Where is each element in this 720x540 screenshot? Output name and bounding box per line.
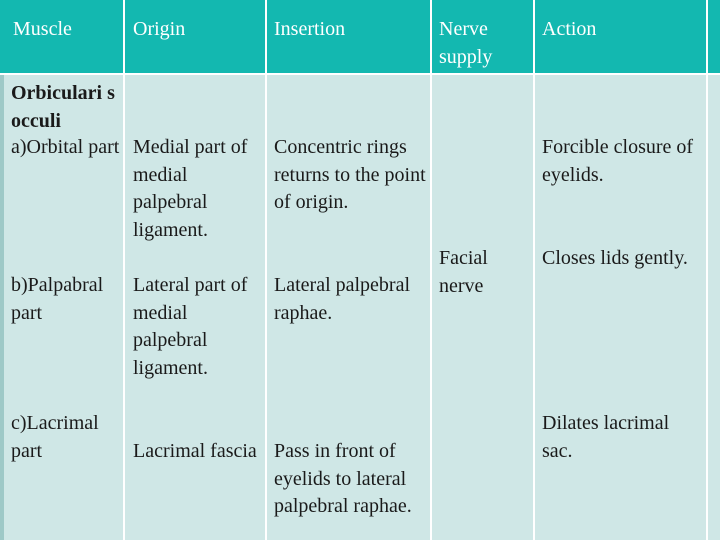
action-orbital: Forcible closure of eyelids. bbox=[542, 136, 694, 186]
column-divider bbox=[706, 0, 708, 540]
column-divider bbox=[265, 0, 267, 540]
table-left-edge bbox=[0, 74, 4, 540]
header-nerve-supply: Nerve supply bbox=[439, 18, 493, 68]
column-divider bbox=[430, 0, 432, 540]
row-divider bbox=[0, 73, 720, 75]
insertion-orbital: Concentric rings returns to the point of origin. bbox=[274, 136, 426, 213]
nerve-supply-value: Facial nerve bbox=[439, 247, 488, 297]
origin-lacrimal: Lacrimal fascia bbox=[133, 440, 257, 462]
part-lacrimal: c)Lacrimal part bbox=[11, 412, 99, 462]
insertion-lacrimal: Pass in front of eyelids to lateral palpebral raphae. bbox=[274, 440, 412, 517]
origin-palpabral: Lateral part of medial palpebral ligament. bbox=[133, 274, 248, 379]
action-lacrimal: Dilates lacrimal sac. bbox=[542, 412, 670, 462]
part-palpabral: b)Palpabral part bbox=[11, 274, 104, 324]
header-origin: Origin bbox=[133, 18, 186, 40]
header-insertion: Insertion bbox=[274, 18, 346, 40]
header-action: Action bbox=[542, 18, 597, 40]
action-palpabral: Closes lids gently. bbox=[542, 247, 688, 269]
origin-orbital: Medial part of medial palpebral ligament. bbox=[133, 136, 248, 241]
muscle-name: Orbiculari s occuli bbox=[11, 82, 115, 132]
header-muscle: Muscle bbox=[13, 18, 72, 40]
column-divider bbox=[533, 0, 535, 540]
insertion-palpabral: Lateral palpebral raphae. bbox=[274, 274, 411, 324]
column-divider bbox=[123, 0, 125, 540]
part-orbital: a)Orbital part bbox=[11, 136, 120, 158]
